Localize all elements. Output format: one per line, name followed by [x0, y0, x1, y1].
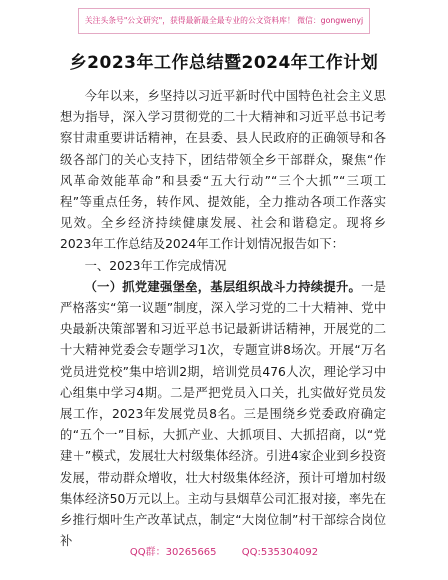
- qq-text: QQ:535304092: [241, 547, 319, 558]
- intro-paragraph: 今年以来，乡坚持以习近平新时代中国特色社会主义思想为指导，深入学习贯彻党的二十大精神和习近平总书记考察甘肃重要讲话精神，在县委、县人民政府的正确领导和各级各部门的关心支持下，团结带领全乡干部群众，聚焦“作风革命效能革命”和县委“五大行动”“三个大抓”“三项工程”等重点任务，转作风、提效能，全力推动各项工作落实见效。全乡经济持续健康发展、社会和谐稳定。现将乡2023年工作总结及2024年工作计划情况报告如下：: [60, 89, 386, 252]
- subsection-paragraph: [60, 277, 386, 553]
- qq-group-text: QQ群：30265665: [129, 547, 217, 558]
- contact-footer: [0, 543, 448, 558]
- document-title: 乡2023年工作总结暨2024年工作计划: [69, 53, 379, 73]
- document-body: [60, 86, 386, 552]
- subsection-label: （一）抓党建强堡垒，基层组织战斗力持续提升。: [84, 279, 362, 294]
- section-heading: 一、2023年工作完成情况: [84, 258, 227, 273]
- subsection-text: 一是严格落实“第一议题”制度，深入学习党的二十大精神、党中央最新决策部署和习近平总书记最新讲话精神，开展党的二十大精神党委会专题学习1次，专题宣讲8场次。开展“万名党员进党校”集中培训2期，培训党员476人次，理论学习中心组集中学习4期。二是严把党员入口关，扎实做好党员发展工作，2023年发展党员8名。三是围绕乡党委政府确定的“五个一”目标，大抓产业、大抓项目、大抓招商，以“党建＋”模式，发展壮大村级集体经济。引进4家企业到乡投资发展，带动群众增收，壮大村级集体经济，预计可增加村级集体经济50万元以上。主动与县烟草公司汇报对接，率先在乡推行烟叶生产改革试点，制定“大岗位制”村干部综合岗位补: [60, 279, 386, 549]
- promo-banner: 关注头条号"公文研究"，获得最新最全最专业的公文资料库！ 微信：gongwenyj: [78, 8, 370, 34]
